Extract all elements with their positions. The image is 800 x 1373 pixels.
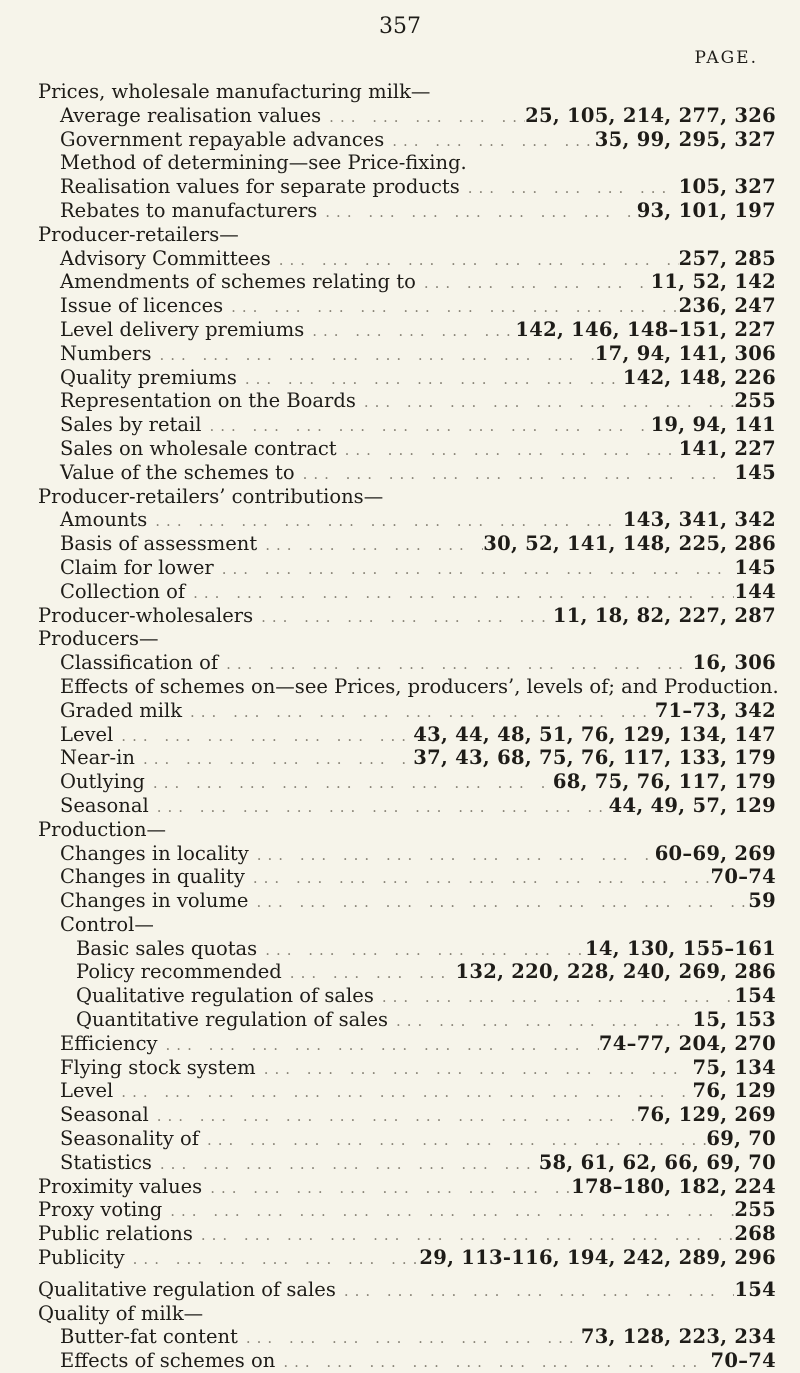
leader-dots [182, 703, 655, 721]
entry-label: Value of the schemes to [60, 460, 295, 484]
index-entry [38, 413, 776, 437]
index-entry [38, 723, 776, 747]
entry-page-numbers: 132, 220, 228, 240, 269, 286 [455, 960, 776, 984]
entry-label: Level [60, 1079, 114, 1103]
leader-dots [158, 1036, 599, 1054]
entry-page-numbers: 144 [734, 579, 776, 603]
leader-dots [218, 655, 692, 673]
entry-label: Prices, wholesale manufacturing milk— [38, 80, 431, 103]
entry-page-numbers: 145 [734, 460, 776, 484]
index-entry [38, 1032, 776, 1056]
leader-dots [337, 441, 679, 459]
entry-label: Representation on the Boards [60, 389, 356, 413]
entry-label: Average realisation values [60, 103, 322, 127]
entry-label: Method of determining—see Price-fixing. [60, 151, 467, 175]
index-entry [38, 1246, 776, 1270]
index-entries [38, 80, 779, 1373]
entry-label: Proximity values [38, 1174, 203, 1198]
leader-dots [147, 512, 623, 530]
entry-label: Sales by retail [60, 413, 202, 437]
leader-dots [317, 203, 636, 221]
entry-label: Policy recommended [76, 960, 282, 984]
entry-page-numbers: 60–69, 269 [654, 841, 776, 865]
entry-page-numbers: 11, 52, 142 [650, 270, 776, 294]
entry-page-numbers: 236, 247 [678, 294, 776, 318]
entry-page-numbers: 142, 146, 148–151, 227 [515, 317, 776, 341]
entry-page-numbers: 154 [734, 984, 776, 1008]
page-column-header: PAGE. [694, 48, 758, 68]
index-entry [38, 128, 776, 152]
entry-label: Basic sales quotas [76, 936, 258, 960]
leader-dots [356, 393, 735, 411]
index-entry [38, 794, 776, 818]
entry-page-numbers: 76, 129, 269 [636, 1103, 776, 1127]
entry-label: Seasonal [60, 793, 149, 817]
entry-label: Amounts [60, 508, 148, 532]
entry-page-numbers: 71–73, 342 [654, 698, 776, 722]
entry-page-numbers: 70–74 [710, 1349, 776, 1373]
leader-dots [238, 1329, 581, 1347]
entry-page-numbers: 93, 101, 197 [636, 198, 776, 222]
leader-dots [256, 1060, 693, 1078]
leader-dots [149, 1107, 637, 1125]
leader-dots [257, 536, 483, 554]
index-entry [38, 294, 776, 318]
entry-page-numbers: 142, 148, 226 [622, 365, 776, 389]
index-entry [38, 604, 776, 628]
leader-dots [151, 346, 594, 364]
entry-label: Proxy voting [38, 1198, 163, 1222]
leader-dots [384, 132, 595, 150]
leader-dots [271, 251, 679, 269]
entry-page-numbers: 37, 43, 68, 75, 76, 117, 133, 179 [413, 746, 776, 770]
entry-label: Changes in volume [60, 889, 249, 913]
leader-dots [304, 322, 515, 340]
index-entry [38, 1198, 776, 1222]
index-entry [38, 532, 776, 556]
leader-dots [135, 750, 413, 768]
index-entry [38, 151, 776, 175]
index-entry [38, 342, 776, 366]
entry-page-numbers: 44, 49, 57, 129 [608, 793, 776, 817]
entry-label: Publicity [38, 1246, 125, 1270]
entry-label: Quality of milk— [38, 1301, 204, 1325]
entry-page-numbers: 257, 285 [678, 246, 776, 270]
entry-label: Classification of [60, 651, 219, 675]
entry-label: Rebates to manufacturers [60, 198, 318, 222]
entry-page-numbers: 74–77, 204, 270 [598, 1031, 776, 1055]
leader-dots [214, 560, 735, 578]
index-entry [38, 1349, 776, 1373]
entry-label: Collection of [60, 579, 186, 603]
leader-dots [199, 1131, 706, 1149]
leader-dots [321, 108, 525, 126]
leader-dots [245, 869, 711, 887]
entry-label: Outlying [60, 770, 145, 794]
index-entry [38, 1008, 776, 1032]
entry-page-numbers: 17, 94, 141, 306 [594, 341, 776, 365]
entry-page-numbers: 25, 105, 214, 277, 326 [525, 103, 776, 127]
entry-label: Producer-retailers— [38, 222, 239, 246]
leader-dots [113, 727, 413, 745]
leader-dots [145, 774, 553, 792]
index-entry [38, 842, 776, 866]
leader-dots [152, 1155, 539, 1173]
leader-dots [336, 1282, 735, 1300]
index-entry [38, 199, 776, 223]
entry-label: Claim for lower [60, 555, 214, 579]
entry-label: Level [60, 722, 114, 746]
index-entry [38, 247, 776, 271]
index-entry [38, 437, 776, 461]
index-entry [38, 674, 779, 699]
index-entry [38, 651, 776, 675]
leader-dots [388, 1012, 692, 1030]
leader-dots [185, 584, 734, 602]
entry-label: Qualitative regulation of sales [76, 984, 374, 1008]
entry-page-numbers: 14, 130, 155–161 [585, 936, 776, 960]
entry-label: Statistics [60, 1150, 152, 1174]
leader-dots [202, 1179, 571, 1197]
entry-page-numbers: 19, 94, 141 [650, 413, 776, 437]
entry-label: Producer-retailers’ contributions— [38, 484, 384, 508]
index-entry [38, 508, 776, 532]
leader-dots [416, 274, 651, 292]
entry-page-numbers: 76, 129 [692, 1079, 776, 1103]
index-entry [38, 865, 776, 889]
index-entry [38, 223, 776, 247]
entry-label: Effects of schemes on [60, 1349, 276, 1373]
entry-label: Efficiency [60, 1031, 158, 1055]
entry-page-numbers: 178–180, 182, 224 [571, 1174, 776, 1198]
index-entry [38, 699, 776, 723]
entry-label: Amendments of schemes relating to [60, 270, 416, 294]
entry-page-numbers: 75, 134 [692, 1055, 776, 1079]
index-entry [38, 960, 776, 984]
entry-label: Government repayable advances [60, 127, 385, 151]
entry-page-numbers: 11, 18, 82, 227, 287 [552, 603, 776, 627]
index-entry [38, 984, 776, 1008]
leader-dots [253, 608, 553, 626]
index-entry [38, 175, 776, 199]
entry-label: Flying stock system [60, 1055, 256, 1079]
entry-page-numbers: 70–74 [710, 865, 776, 889]
index-entry [38, 627, 776, 651]
entry-label: Producers— [38, 627, 159, 651]
entry-label: Graded milk [60, 698, 183, 722]
entry-page-numbers: 141, 227 [678, 436, 776, 460]
entry-label: Changes in quality [60, 865, 245, 889]
entry-page-numbers: 73, 128, 223, 234 [580, 1325, 776, 1349]
leader-dots [257, 941, 585, 959]
leader-dots [237, 370, 623, 388]
entry-page-numbers: 59 [748, 889, 776, 913]
leader-dots [201, 417, 650, 435]
entry-label: Control— [60, 912, 154, 936]
entry-page-numbers: 154 [734, 1277, 776, 1301]
entry-label: Public relations [38, 1222, 193, 1246]
entry-label: Realisation values for separate products [60, 175, 460, 199]
index-entry [38, 1222, 776, 1246]
index-entry [38, 318, 776, 342]
leader-dots [193, 1226, 735, 1244]
entry-label: Producer-wholesalers [38, 603, 254, 627]
entry-page-numbers: 35, 99, 295, 327 [594, 127, 776, 151]
index-entry [38, 1325, 776, 1349]
entry-label: Qualitative regulation of sales [38, 1277, 336, 1301]
index-entry [38, 1103, 776, 1127]
leader-dots [275, 1353, 710, 1371]
entry-label: Numbers [60, 341, 152, 365]
index-entry [38, 1079, 776, 1103]
leader-dots [149, 798, 609, 816]
entry-label: Production— [38, 817, 167, 841]
entry-page-numbers: 143, 341, 342 [622, 508, 776, 532]
entry-label: Changes in locality [60, 841, 249, 865]
entry-label: Basis of assessment [60, 532, 258, 556]
entry-label: Quality premiums [60, 365, 237, 389]
index-entry [38, 461, 776, 485]
index-entry [38, 913, 776, 937]
leader-dots [282, 964, 456, 982]
entry-page-numbers: 255 [734, 389, 776, 413]
index-entry [38, 1151, 776, 1175]
leader-dots [113, 1083, 692, 1101]
index-entry [38, 389, 776, 413]
page-number: 357 [379, 14, 421, 39]
leader-dots [460, 179, 679, 197]
entry-label: Seasonality of [60, 1127, 199, 1151]
index-entry [38, 818, 776, 842]
index-entry [38, 937, 776, 961]
entry-label: Quantitative regulation of sales [76, 1008, 388, 1032]
entry-label: Seasonal [60, 1103, 149, 1127]
index-entry [38, 556, 776, 580]
entry-label: Issue of licences [60, 294, 224, 318]
index-entry [38, 366, 776, 390]
entry-page-numbers: 15, 153 [692, 1008, 776, 1032]
leader-dots [248, 893, 748, 911]
leader-dots [374, 988, 735, 1006]
entry-page-numbers: 69, 70 [706, 1127, 776, 1151]
entry-page-numbers: 268 [734, 1222, 776, 1246]
index-entry [38, 104, 776, 128]
leader-dots [162, 1202, 734, 1220]
leader-dots [223, 298, 678, 316]
entry-page-numbers: 68, 75, 76, 117, 179 [552, 770, 776, 794]
entry-page-numbers: 43, 44, 48, 51, 76, 129, 134, 147 [413, 722, 776, 746]
entry-label: Near-in [60, 746, 135, 770]
entry-label: Level delivery premiums [60, 317, 305, 341]
index-entry [38, 1127, 776, 1151]
index-entry [38, 889, 776, 913]
index-entry [38, 270, 776, 294]
index-entry [38, 580, 776, 604]
entry-page-numbers: 29, 113-116, 194, 242, 289, 296 [419, 1246, 776, 1270]
entry-page-numbers: 145 [734, 555, 776, 579]
index-entry [38, 1278, 776, 1302]
entry-page-numbers: 255 [734, 1198, 776, 1222]
entry-page-numbers: 105, 327 [678, 175, 776, 199]
index-entry [38, 1056, 776, 1080]
leader-dots [249, 846, 655, 864]
leader-dots [125, 1250, 420, 1268]
entry-page-numbers: 16, 306 [692, 651, 776, 675]
index-entry [38, 485, 776, 509]
entry-page-numbers: 58, 61, 62, 66, 69, 70 [538, 1150, 776, 1174]
leader-dots [295, 465, 735, 483]
index-entry [38, 1302, 776, 1326]
entry-page-numbers: 30, 52, 141, 148, 225, 286 [483, 532, 776, 556]
entry-label: Advisory Committees [60, 246, 271, 270]
entry-label: Butter-fat content [60, 1325, 238, 1349]
index-entry [38, 746, 776, 770]
entry-label: Effects of schemes on—see Prices, producers’, levels of; and Production. [60, 674, 779, 698]
index-entry [38, 80, 776, 104]
index-entry [38, 1175, 776, 1199]
entry-label: Sales on wholesale contract [60, 436, 337, 460]
index-entry [38, 770, 776, 794]
